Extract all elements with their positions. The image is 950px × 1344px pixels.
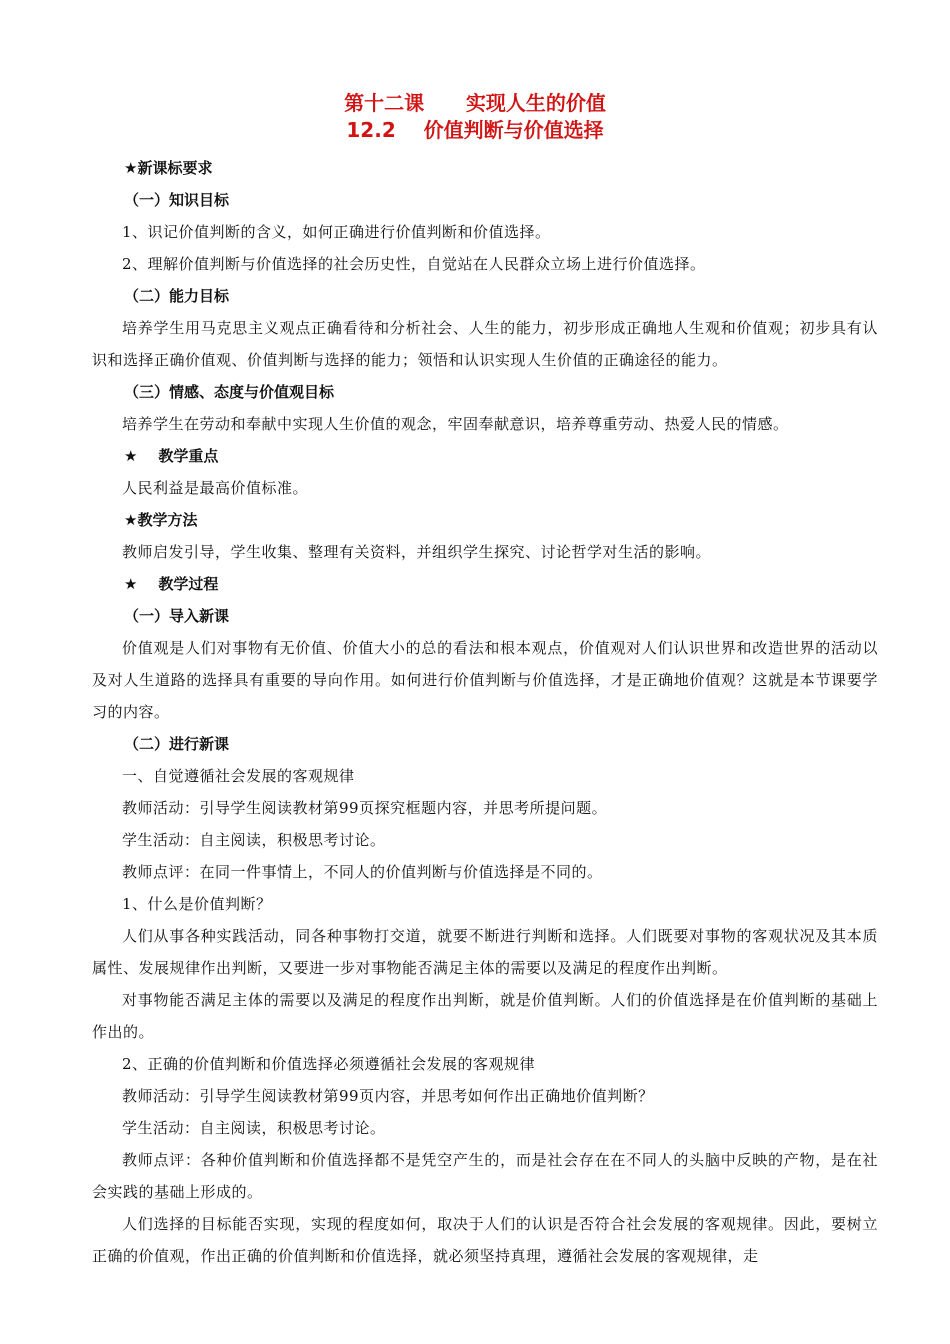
method-text: 教师启发引导，学生收集、整理有关资料，并组织学生探究、讨论哲学对生活的影响。 [122,543,712,561]
lesson-line: 教师点评：在同一件事情上，不同人的价值判断与价值选择是不同的。 [122,863,603,881]
process-heading: ★ 教学过程 [124,575,219,593]
lesson-line: 1、什么是价值判断？ [122,895,272,913]
section-title: 12.2 价值判断与价值选择 [346,118,604,142]
lesson-title: 第十二课 实现人生的价值 [344,91,606,115]
intro-text: 价值观是人们对事物有无价值、价值大小的总的看法和根本观点，价值观对人们认识世界和改造世界的活动以及对人生道路的选择具有重要的导向作用。如何进行价值判断与价值选择，才是正确地价值观？这就是本节课要学习的内容。 [92,639,878,721]
lesson-paragraph: 人们选择的目标能否实现，实现的程度如何，取决于人们的认识是否符合社会发展的客观规律。因此，要树立正确的价值观，作出正确的价值判断和价值选择，就必须坚持真理，遵循社会发展的客观规律，走 [92,1215,878,1265]
ability-text: 培养学生用马克思主义观点正确看待和分析社会、人生的能力，初步形成正确地人生观和价值观；初步具有认识和选择正确价值观、价值判断与选择的能力；领悟和认识实现人生价值的正确途径的能力。 [92,319,878,369]
new-lesson-heading: （二）进行新课 [124,735,230,753]
lesson-line: 学生活动：自主阅读，积极思考讨论。 [122,1119,386,1137]
key-point-heading: ★ 教学重点 [124,447,219,465]
knowledge-heading: （一）知识目标 [124,191,230,209]
method-heading: ★教学方法 [124,511,198,529]
emotion-text: 培养学生在劳动和奉献中实现人生价值的观念，牢固奉献意识，培养尊重劳动、热爱人民的情感。 [122,415,789,433]
lesson-paragraph: 对事物能否满足主体的需要以及满足的程度作出判断，就是价值判断。人们的价值选择是在价值判断的基础上作出的。 [92,991,878,1041]
document-body [92,152,878,1272]
requirements-heading: ★新课标要求 [124,159,213,177]
key-point-text: 人民利益是最高价值标准。 [122,479,309,497]
ability-heading: （二）能力目标 [124,287,230,305]
lesson-line: 学生活动：自主阅读，积极思考讨论。 [122,831,386,849]
knowledge-item: 2、理解价值判断与价值选择的社会历史性，自觉站在人民群众立场上进行价值选择。 [122,255,706,273]
intro-heading: （一）导入新课 [124,607,230,625]
lesson-paragraph: 人们从事各种实践活动，同各种事物打交道，就要不断进行判断和选择。人们既要对事物的客观状况及其本质属性、发展规律作出判断，又要进一步对事物能否满足主体的需要以及满足的程度作出判断。 [92,927,878,977]
knowledge-item: 1、识记价值判断的含义，如何正确进行价值判断和价值选择。 [122,223,551,241]
emotion-heading: （三）情感、态度与价值观目标 [124,383,335,401]
lesson-line: 教师活动：引导学生阅读教材第99页内容，并思考如何作出正确地价值判断？ [122,1087,654,1105]
lesson-line: 2、正确的价值判断和价值选择必须遵循社会发展的客观规律 [122,1055,536,1073]
lesson-line: 一、自觉遵循社会发展的客观规律 [122,767,355,785]
lesson-line: 教师活动：引导学生阅读教材第99页探究框题内容，并思考所提问题。 [122,799,608,817]
lesson-paragraph: 教师点评：各种价值判断和价值选择都不是凭空产生的，而是社会存在在不同人的头脑中反映的产物，是在社会实践的基础上形成的。 [92,1151,878,1201]
